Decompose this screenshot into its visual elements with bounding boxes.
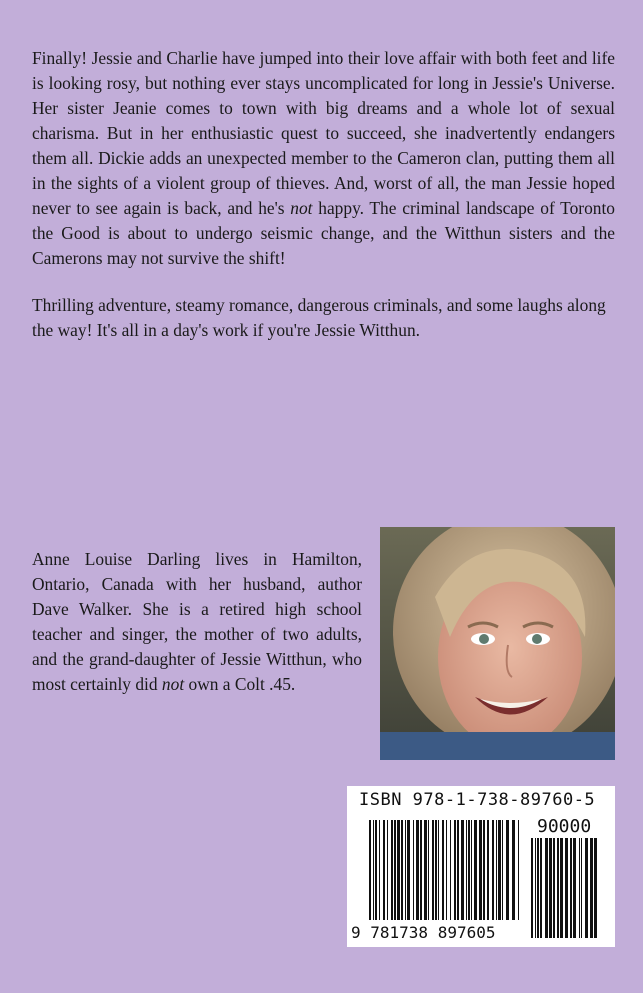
bio-text: Anne Louise Darling lives in Hamilton, Ontario, Canada with her husband, author Dave Walker. She is a retired high school teacher and singer, the mother of two adults, and the grand-daughter of Jessie Witthun, who most certainly did — [32, 549, 362, 694]
price-code: 90000 — [537, 816, 592, 837]
author-photo — [380, 527, 615, 760]
blurb-text: Finally! Jessie and Charlie have jumped into their love affair with both feet and life is looking rosy, but nothing ever stays uncomplicated for long in Jessie's Universe. Her sister Jeanie comes to town with big dreams and a whole lot of sexual charisma. But in her enthusiastic quest to succeed, she inadvertently endangers them all. Dickie adds an unexpected member to the Cameron clan, putting them all in the sights of a violent group of thieves. And, worst of all, the man Jessie hoped never to see again is back, and he's — [32, 48, 615, 218]
bio-emphasis: not — [161, 674, 185, 694]
ean-digits: 9 781738 897605 — [351, 923, 496, 942]
author-photo-illustration — [380, 527, 615, 760]
author-bio — [32, 547, 362, 697]
blurb-text-continued: happy. The criminal landscape of Toronto the Good is about to undergo seismic change, and the Witthun sisters and the Camerons may not survive the shift! — [32, 198, 615, 268]
isbn-label: ISBN 978-1-738-89760-5 — [359, 790, 596, 810]
blurb-paragraph-2: Thrilling adventure, steamy romance, dangerous criminals, and some laughs along the way! It's all in a day's work if you're Jessie Witthun. — [32, 295, 606, 340]
isbn-barcode — [347, 786, 615, 947]
blurb-emphasis: not — [290, 198, 313, 218]
back-cover-blurb — [32, 46, 615, 365]
bio-text-continued: own a Colt .45. — [184, 674, 296, 694]
blurb-paragraph-1 — [32, 46, 615, 271]
